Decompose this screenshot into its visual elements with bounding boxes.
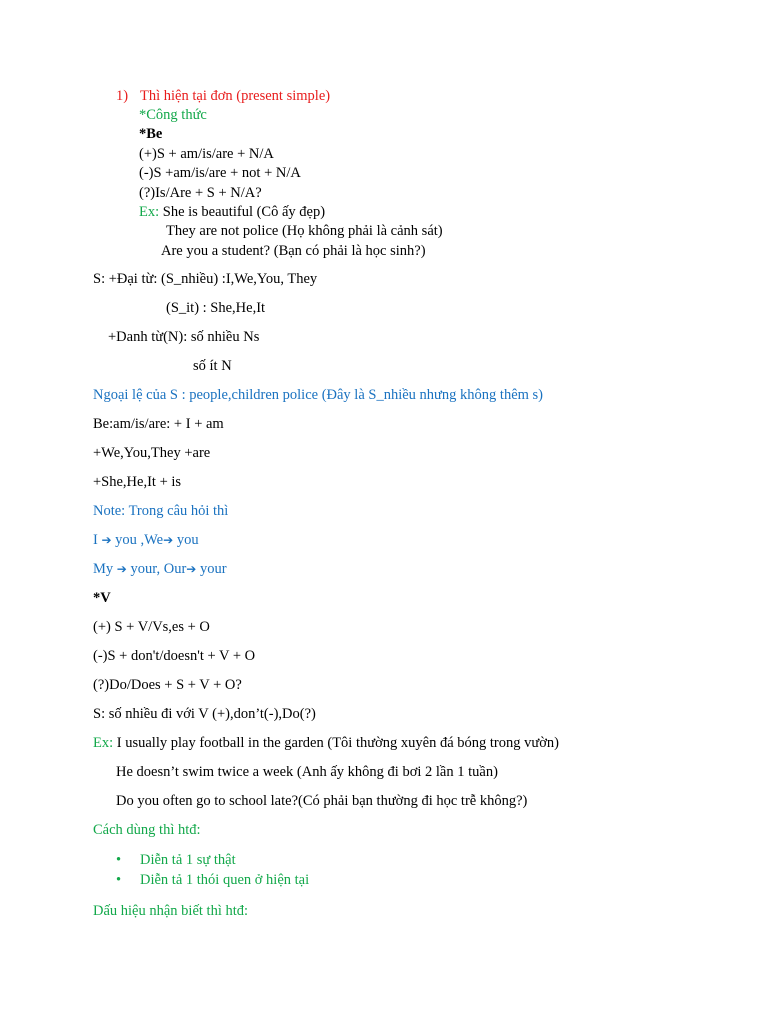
usage-label: Cách dùng thì htđ:	[93, 822, 201, 838]
usage-item-text: Diễn tả 1 thói quen ở hiện tại	[140, 872, 310, 888]
example-4-text: I usually play football in the garden (Tôi thường xuyên đá bóng trong vườn)	[116, 735, 559, 751]
verb-negative-formula: (-)S + don't/doesn't + V + O	[93, 648, 256, 664]
be-label: *Be	[139, 126, 163, 142]
be-negative-formula: (-)S +am/is/are + not + N/A	[139, 165, 301, 181]
signs-label: Dấu hiệu nhận biết thì htđ:	[93, 903, 249, 919]
pronoun-singular: (S_it) : She,He,It	[166, 300, 266, 316]
example-1-text: She is beautiful (Cô ấy đẹp)	[162, 204, 326, 220]
pronoun-change-line	[93, 531, 199, 549]
pronoun-plural: S: +Đại từ: (S_nhiều) :I,We,You, They	[93, 271, 318, 287]
be-map-is: +She,He,It + is	[93, 474, 182, 490]
pronoun-you: you	[173, 532, 199, 548]
section-title	[116, 87, 331, 105]
example-4	[93, 734, 559, 752]
usage-list-item	[116, 851, 236, 869]
exception-note: Ngoại lệ của S : people,children police (Đây là S_nhiều nhưng không thêm s)	[93, 387, 544, 403]
example-2: They are not police (Họ không phải là cảnh sát)	[166, 223, 443, 239]
usage-item-text: Diễn tả 1 sự thật	[140, 852, 236, 868]
be-map-are: +We,You,They +are	[93, 445, 211, 461]
be-positive-formula: (+)S + am/is/are + N/A	[139, 146, 274, 162]
be-map-i: Be:am/is/are: + I + am	[93, 416, 224, 432]
example-6: Do you often go to school late?(Có phải bạn thường đi học trễ không?)	[116, 793, 528, 809]
verb-question-formula: (?)Do/Does + S + V + O?	[93, 677, 242, 693]
usage-list-item	[116, 871, 309, 889]
example-label: Ex:	[139, 204, 160, 220]
pronoun-i: I	[93, 532, 102, 548]
verb-positive-formula: (+) S + V/Vs,es + O	[93, 619, 210, 635]
possessive-change-line	[93, 560, 227, 578]
arrow-icon: ➔	[101, 533, 112, 547]
possessive-my: My	[93, 561, 117, 577]
be-question-formula: (?)Is/Are + S + N/A?	[139, 185, 262, 201]
example-label: Ex:	[93, 735, 114, 751]
bullet-icon: •	[116, 852, 122, 868]
noun-plural: +Danh từ(N): số nhiều Ns	[108, 329, 260, 345]
possessive-your: your	[196, 561, 227, 577]
verb-plural-note: S: số nhiều đi với V (+),don’t(-),Do(?)	[93, 706, 316, 722]
example-5: He doesn’t swim twice a week (Anh ấy không đi bơi 2 lần 1 tuần)	[116, 764, 498, 780]
pronoun-you-we: you ,We	[111, 532, 164, 548]
example-1	[139, 203, 325, 221]
verb-label: *V	[93, 590, 111, 606]
possessive-your-our: your, Our	[126, 561, 187, 577]
section-title-text: Thì hiện tại đơn (present simple)	[140, 88, 331, 104]
formula-label: *Công thức	[139, 107, 207, 123]
bullet-icon: •	[116, 872, 122, 888]
section-number: 1)	[116, 88, 129, 104]
example-3: Are you a student? (Bạn có phải là học sinh?)	[161, 243, 426, 259]
noun-singular: số ít N	[193, 358, 232, 374]
arrow-icon: ➔	[116, 562, 127, 576]
question-note: Note: Trong câu hỏi thì	[93, 503, 229, 519]
arrow-icon: ➔	[163, 533, 174, 547]
arrow-icon: ➔	[186, 562, 197, 576]
